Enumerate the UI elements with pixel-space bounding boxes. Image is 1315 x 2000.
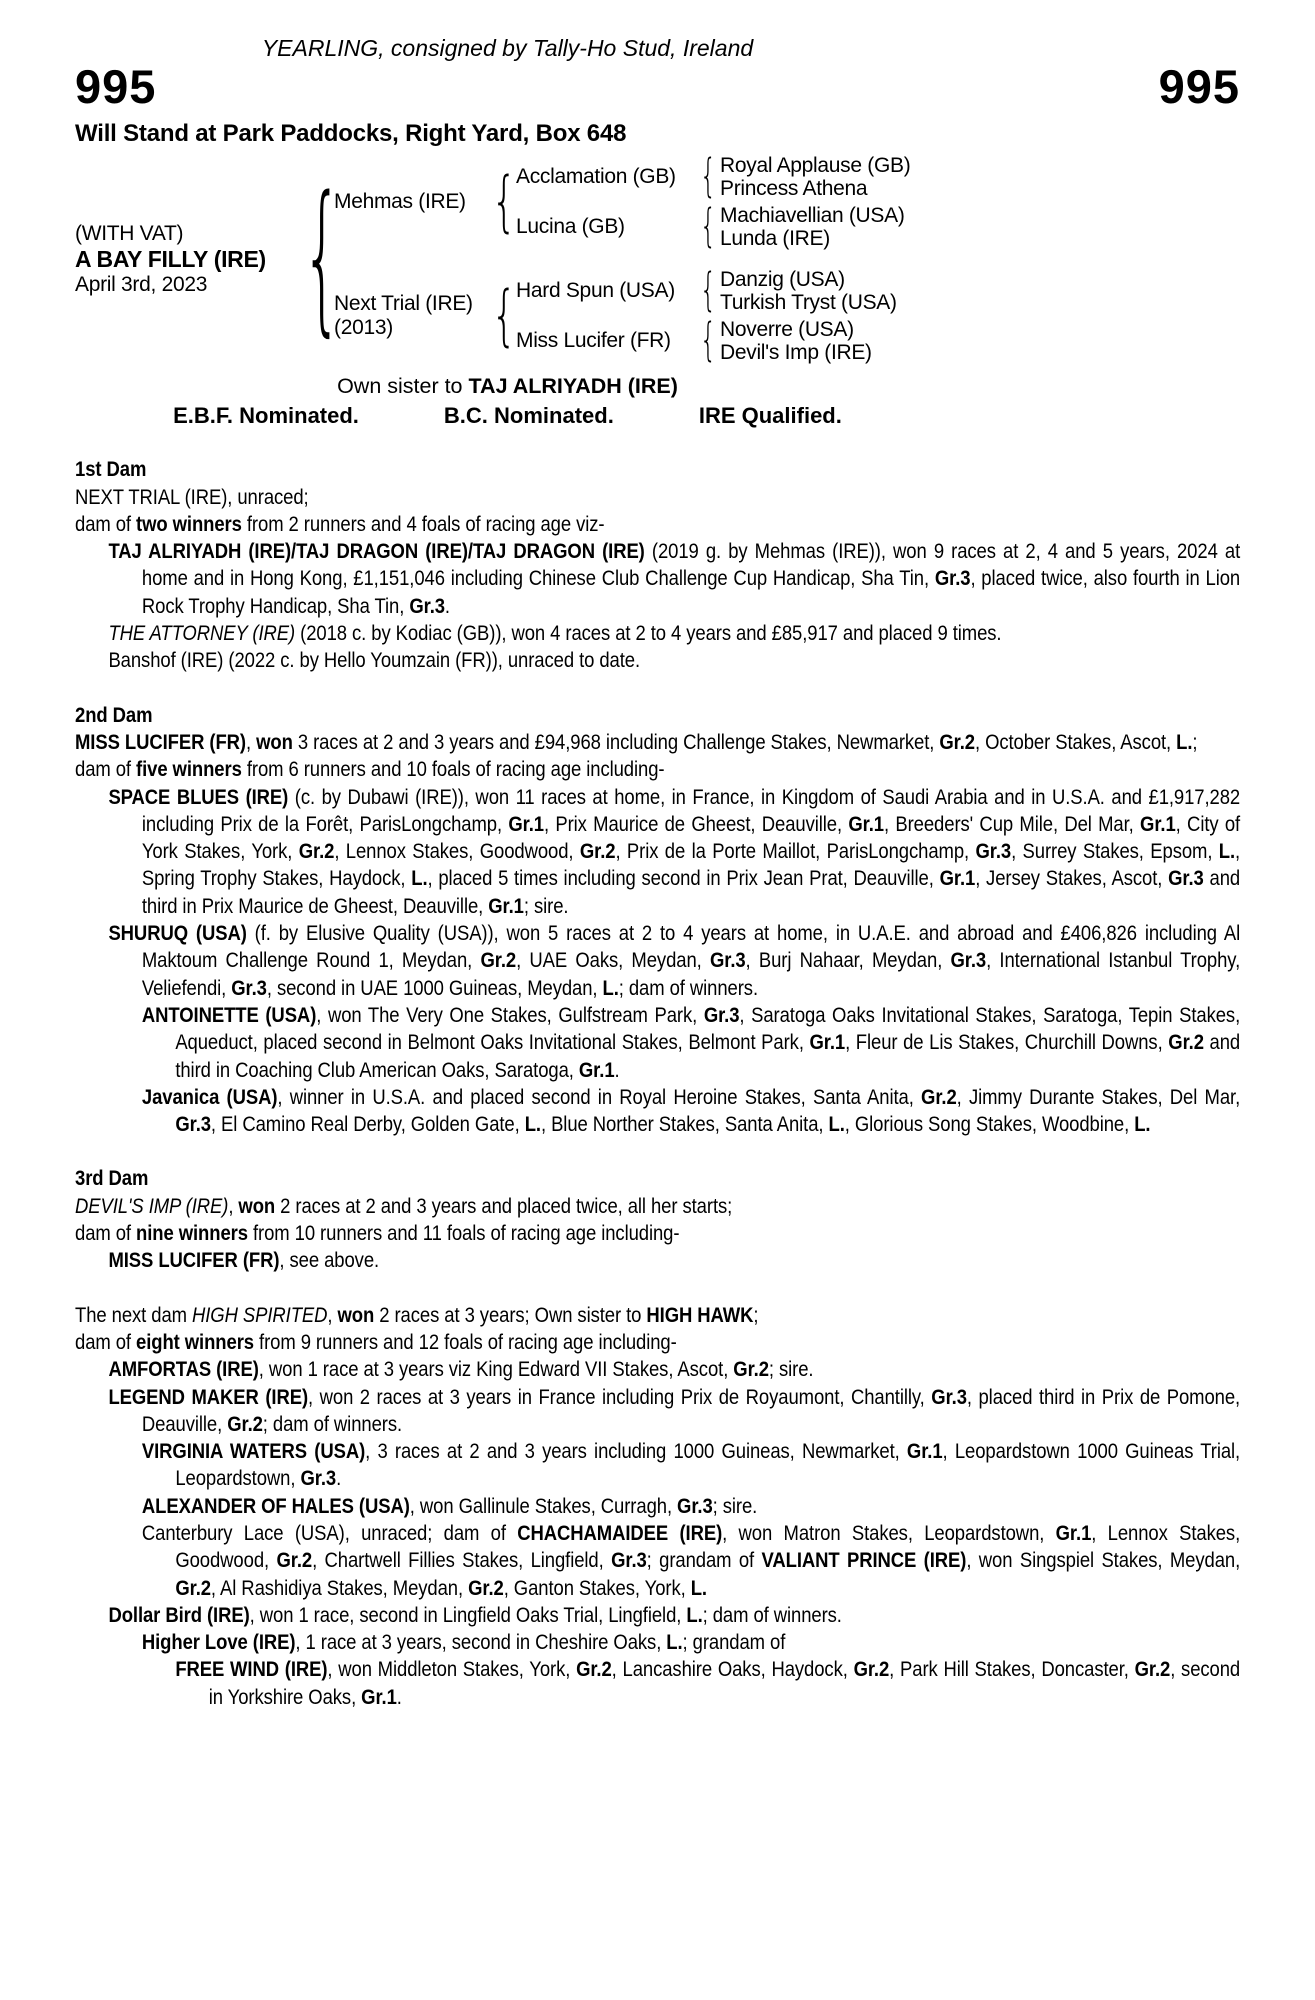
text-run: Gr.3 [677,1494,713,1518]
text-run: Gr.2 [579,840,616,864]
nominations-line [75,403,940,429]
text-run: THE ATTORNEY (IRE) [108,622,296,646]
text-run: Banshof (IRE) (2022 c. by Hello Youmzain (FR)), unraced to date. [108,649,641,673]
text-run: , Leopardstown 1000 Guineas Trial, Leopardstown, [175,1440,1241,1491]
text-run: , Burj Nahaar, Meydan, [745,949,951,973]
text-run: from 6 runners and 10 foals of racing age including- [241,758,665,782]
text-run: Gr.2 [1134,1658,1171,1682]
text-run: SHURUQ (USA) [108,922,247,946]
text-run: , Breeders' Cup Mile, Del Mar, [883,812,1141,836]
text-run: L. [524,1113,541,1137]
text-run: , Blue Norther Stakes, Santa Anita, [540,1113,829,1137]
foal-date: April 3rd, 2023 [75,272,208,296]
text-run: Gr.3 [611,1549,647,1573]
dam-year: (2013) [334,316,393,340]
catalog-paragraph [75,647,1240,674]
pedigree-brace-gen1 [310,222,334,296]
catalog-paragraph [75,1438,1240,1493]
text-run: ANTOINETTE (USA) [141,1003,317,1027]
text-run: ; dam of winners. [262,1412,403,1436]
text-run: Gr.3 [931,1385,967,1409]
nomination-ire: IRE Qualified. [698,403,842,429]
text-run: SPACE BLUES (IRE) [108,785,289,809]
catalog-paragraph [75,1002,1240,1084]
consignment-line: YEARLING, consigned by Tally-Ho Stud, Ireland [261,35,754,61]
text-run: Gr.3 [975,840,1012,864]
catalog-paragraph [75,1084,1240,1139]
sire-dam-parents [720,204,905,250]
text-run: Gr.2 [921,1085,957,1109]
great-granddam-name: Lunda (IRE) [720,227,830,251]
text-run: , won 1 race, second in Lingfield Oaks Trial, Lingfield, [249,1603,687,1627]
sire-parents-column [516,154,910,250]
sire-sire-name: Acclamation (GB) [516,165,676,189]
catalog-paragraph [75,1493,1240,1520]
section-heading: 2nd Dam [75,703,153,727]
catalog-paragraph [75,729,1240,756]
text-run: Gr.2 [853,1658,890,1682]
text-run: Gr.2 [175,1576,211,1600]
catalog-paragraph [75,920,1240,1002]
text-run: eight winners [136,1330,254,1354]
pedigree-sire-branch [334,154,910,250]
text-run: nine winners [136,1222,248,1246]
section-heading: 3rd Dam [75,1167,149,1191]
text-run: , winner in U.S.A. and placed second in Royal Heroine Stakes, Santa Anita, [277,1085,922,1109]
text-run: Gr.3 [709,949,746,973]
text-run: , [228,1194,239,1218]
text-run: dam of [75,512,137,536]
text-run: . [336,1467,342,1491]
text-run: Gr.3 [175,1113,211,1137]
text-run: , won Matron Stakes, Leopardstown, [722,1521,1056,1545]
text-run: dam of [75,1330,137,1354]
text-run: MISS LUCIFER (FR) [108,1249,280,1273]
text-run: from 2 runners and 4 foals of racing age viz- [241,512,605,536]
text-run: L. [1134,1113,1151,1137]
text-run: (f. by Elusive Quality (USA)), won 5 races at 2 to 4 years at home, in U.A.E. and abroad and £406,826 including Al Maktoum Challenge Round 1, Meydan, [141,922,1241,973]
text-run: L. [828,1113,845,1137]
great-grandsire-name: Machiavellian (USA) [720,204,905,228]
text-run: Higher Love (IRE) [141,1631,296,1655]
pedigree-dam-branch [334,268,910,364]
text-run: , Chartwell Fillies Stakes, Lingfield, [312,1549,612,1573]
text-run: Javanica (USA) [141,1085,278,1109]
text-run: Gr.2 [480,949,517,973]
text-run: ; grandam of [646,1549,762,1573]
text-run: dam of [75,758,137,782]
text-run: ; dam of winners. [702,1603,842,1627]
section-heading: 1st Dam [75,458,147,482]
text-run: Canterbury Lace (USA), unraced; dam of [141,1521,518,1545]
text-run: Gr.3 [231,976,267,1000]
catalog-paragraph [75,1329,1240,1356]
text-run: , [327,1303,338,1327]
text-run: , Prix de la Porte Maillot, ParisLongchamp, [615,840,976,864]
text-run: 3 races at 2 and 3 years and £94,968 including Challenge Stakes, Newmarket, [292,730,940,754]
text-run: , UAE Oaks, Meydan, [516,949,710,973]
text-run: Gr.1 [939,867,976,891]
text-run: five winners [136,758,242,782]
text-run: L. [411,867,428,891]
stand-location: Will Stand at Park Paddocks, Right Yard, Box 648 [75,120,627,148]
text-run: , won 1 race at 3 years viz King Edward VII Stakes, Ascot, [258,1358,734,1382]
text-run: , El Camino Real Derby, Golden Gate, [210,1113,525,1137]
catalog-paragraph [75,1356,1240,1383]
catalog-paragraph [75,1602,1240,1629]
pedigree-gen2-column [334,154,910,364]
text-run: VIRGINIA WATERS (USA) [141,1440,366,1464]
text-run: , Lancashire Oaks, Haydock, [611,1658,854,1682]
catalog-paragraph [75,1629,1240,1656]
great-grandsire-name: Noverre (USA) [720,318,854,342]
text-run: L. [602,976,619,1000]
text-run: , second in UAE 1000 Guineas, Meydan, [266,976,603,1000]
text-run: FREE WIND (IRE) [175,1658,328,1682]
great-granddam-name: Princess Athena [720,177,868,201]
text-run: CHACHAMAIDEE (IRE) [517,1521,723,1545]
text-run: DEVIL'S IMP (IRE) [75,1194,229,1218]
text-run: . [396,1685,402,1709]
text-run: ; [753,1303,759,1327]
catalog-paragraph [75,756,1240,783]
text-run: ; sire. [712,1494,758,1518]
text-run: , placed third in Prix de Pomone, Deauville, [141,1385,1241,1436]
text-run: , won The Very One Stakes, Gulfstream Park, [316,1003,704,1027]
text-run: , Spring Trophy Stakes, Haydock, [141,840,1241,891]
text-run: , second in Yorkshire Oaks, [208,1658,1241,1709]
dam-dam-branch [516,318,897,364]
dam-sire-name: Hard Spun (USA) [516,279,675,303]
text-run: Gr.2 [276,1549,313,1573]
dam-sire-parents [720,268,897,314]
text-run: , won Singspiel Stakes, Meydan, [966,1549,1241,1573]
text-run: ; dam of winners. [618,976,758,1000]
lot-number-right: 995 [1158,60,1240,114]
text-run: , 3 races at 2 and 3 years including 1000 Guineas, Newmarket, [365,1440,907,1464]
text-run: L. [686,1603,703,1627]
text-run: Gr.1 [578,1058,615,1082]
text-run: Gr.3 [409,594,445,618]
dam-name: Next Trial (IRE) [334,292,473,316]
text-run: Gr.1 [1055,1521,1092,1545]
catalog-paragraph [75,1220,1240,1247]
catalog-paragraph [75,1520,1240,1602]
text-run: Dollar Bird (IRE) [108,1603,250,1627]
pedigree-brace-sire-dam [696,212,720,242]
text-run: L. [690,1576,707,1600]
text-run: Gr.3 [950,949,987,973]
text-run: L. [1218,840,1236,864]
great-grandsire-name: Royal Applause (GB) [720,154,911,178]
nomination-bc: B.C. Nominated. [443,403,614,429]
text-run: won [256,730,293,754]
nomination-ebf: E.B.F. Nominated. [173,403,359,429]
great-granddam-name: Turkish Tryst (USA) [720,291,897,315]
text-run: Gr.2 [733,1358,769,1382]
pedigree-subject [75,222,310,297]
text-run: Gr.1 [508,812,544,836]
catalog-paragraph [75,1384,1240,1439]
catalog-paragraph [75,1193,1240,1220]
text-run: , International Istanbul Trophy, Veliefendi, [141,949,1241,1000]
text-run: ; sire. [768,1358,814,1382]
text-run: 2 races at 3 years; Own sister to [374,1303,647,1327]
catalog-body [75,456,1240,1711]
catalog-paragraph [75,511,1240,538]
text-run: Gr.2 [468,1576,504,1600]
text-run: , placed 5 times including second in Prix Jean Prat, Deauville, [427,867,940,891]
text-run: . [444,594,450,618]
text-run: AMFORTAS (IRE) [108,1358,259,1382]
text-run: , Saratoga Oaks Invitational Stakes, Saratoga, Tepin Stakes, Aqueduct, placed second in Belmont Oaks Invitational Stakes, Belmont Park, [175,1003,1241,1055]
text-run: , won 2 races at 3 years in France including Prix de Royaumont, Chantilly, [308,1385,932,1409]
text-run: Gr.3 [703,1003,740,1027]
pedigree-brace-sire [492,179,516,225]
pedigree-brace-dam [492,293,516,339]
text-run: , Glorious Song Stakes, Woodbine, [844,1113,1135,1137]
own-sister-name: TAJ ALRIYADH (IRE) [468,374,678,399]
text-run: ; [1192,730,1198,754]
dam-parents-column [516,268,897,364]
text-run: , Lennox Stakes, Goodwood, [175,1521,1241,1573]
text-run: , Jimmy Durante Stakes, Del Mar, [956,1085,1241,1109]
text-run: Gr.2 [1168,1031,1204,1055]
dam-dam-name: Miss Lucifer (FR) [516,329,671,353]
text-run: , Prix Maurice de Gheest, Deauville, [543,812,849,836]
text-run: (c. by Dubawi (IRE)), won 11 races at home, in France, in Kingdom of Saudi Arabia and in U.S.A. and £1,917,282 including Prix de la Forêt, ParisLongchamp, [141,785,1241,836]
subject-name: A BAY FILLY (IRE) [75,245,266,272]
catalog-paragraph [75,1302,1240,1329]
lot-number-left: 995 [75,60,157,114]
text-run: , Fleur de Lis Stakes, Churchill Downs, [845,1031,1169,1055]
dam-name-cell [334,292,492,340]
text-run: Gr.2 [939,730,975,754]
lot-row [75,60,1240,114]
text-run: Gr.2 [298,840,335,864]
great-grandsire-name: Danzig (USA) [720,268,845,292]
spacer [75,1275,1240,1302]
catalog-paragraph [75,1247,1240,1274]
text-run: ; grandam of [682,1631,786,1655]
text-run: and third in Coaching Club American Oaks, Saratoga, [175,1031,1241,1082]
text-run: from 9 runners and 12 foals of racing age including- [253,1330,677,1354]
pedigree-brace-dam-dam [696,326,720,356]
text-run: Gr.1 [848,812,884,836]
text-run: LEGEND MAKER (IRE) [108,1385,309,1409]
text-run: , October Stakes, Ascot, [974,730,1177,754]
own-sister-line [75,374,940,399]
text-run: two winners [136,512,242,536]
text-run: VALIANT PRINCE (IRE) [761,1549,967,1573]
consignment-row [75,36,940,61]
text-run: , placed twice, also fourth in Lion Rock Trophy Handicap, Sha Tin, [141,567,1241,618]
text-run: L. [1176,730,1193,754]
text-run: Gr.2 [227,1412,263,1436]
sire-dam-branch [516,204,910,250]
text-run: , won Gallinule Stakes, Curragh, [409,1494,678,1518]
text-run: , 1 race at 3 years, second in Cheshire Oaks, [295,1631,667,1655]
text-run: 2 races at 2 and 3 years and placed twice, all her starts; [275,1194,733,1218]
text-run: L. [666,1631,683,1655]
pedigree-brace-dam-sire [696,276,720,306]
text-run: HIGH HAWK [646,1303,754,1327]
text-run: , [245,730,257,754]
text-run: TAJ ALRIYADH (IRE)/TAJ DRAGON (IRE)/TAJ DRAGON (IRE) [108,540,645,564]
text-run: won [238,1194,276,1218]
sire-sire-branch [516,154,910,200]
text-run: , Al Rashidiya Stakes, Meydan, [210,1576,469,1600]
pedigree-brace-sire-sire [696,162,720,192]
dam-dam-parents [720,318,872,364]
text-run: HIGH SPIRITED [191,1303,328,1327]
pedigree-chart [75,154,955,364]
text-run: from 10 runners and 11 foals of racing age including- [247,1222,680,1246]
text-run: , Surrey Stakes, Epsom, [1011,840,1219,864]
catalog-paragraph [75,484,1240,511]
text-run: NEXT TRIAL (IRE), unraced; [75,485,309,509]
catalog-paragraph [75,620,1240,647]
text-run: ; sire. [523,894,569,918]
text-run: , Jersey Stakes, Ascot, [975,867,1169,891]
great-granddam-name: Devil's Imp (IRE) [720,341,872,365]
text-run: ALEXANDER OF HALES (USA) [141,1494,410,1518]
text-run: Gr.2 [576,1658,612,1682]
vat-note: (WITH VAT) [75,221,184,245]
sire-sire-parents [720,154,910,200]
text-run: MISS LUCIFER (FR) [75,730,246,754]
text-run: Gr.1 [1140,812,1176,836]
catalog-paragraph [75,1656,1240,1711]
catalog-paragraph [75,538,1240,620]
text-run: , won Middleton Stakes, York, [327,1658,577,1682]
text-run: Gr.1 [488,894,524,918]
own-sister-prefix: Own sister to [337,374,469,399]
text-run: , Ganton Stakes, York, [503,1576,691,1600]
text-run: Gr.1 [809,1031,846,1055]
text-run: dam of [75,1222,137,1246]
text-run: and third in Prix Maurice de Gheest, Deauville, [141,867,1241,918]
dam-sire-branch [516,268,897,314]
text-run: Gr.3 [1168,867,1204,891]
catalog-paragraph [75,784,1240,920]
text-run: , Park Hill Stakes, Doncaster, [889,1658,1135,1682]
text-run: (2018 c. by Kodiac (GB)), won 4 races at 2 to 4 years and £85,917 and placed 9 times. [295,622,1002,646]
text-run: , City of York Stakes, York, [141,812,1241,864]
sire-dam-name: Lucina (GB) [516,215,625,239]
text-run: , Lennox Stakes, Goodwood, [334,840,580,864]
text-run: Gr.1 [361,1685,397,1709]
sire-name: Mehmas (IRE) [334,190,466,214]
text-run: , see above. [279,1249,380,1273]
text-run: won [337,1303,375,1327]
text-run: Gr.3 [300,1467,337,1491]
text-run: Gr.3 [934,567,971,591]
text-run: . [614,1058,620,1082]
text-run: The next dam [75,1303,192,1327]
text-run: (2019 g. by Mehmas (IRE)), won 9 races at 2, 4 and 5 years, 2024 at home and in Hong Kong, £1,151,046 including Chinese Club Challenge Cup Handicap, Sha Tin, [141,540,1241,591]
text-run: Gr.1 [906,1440,943,1464]
